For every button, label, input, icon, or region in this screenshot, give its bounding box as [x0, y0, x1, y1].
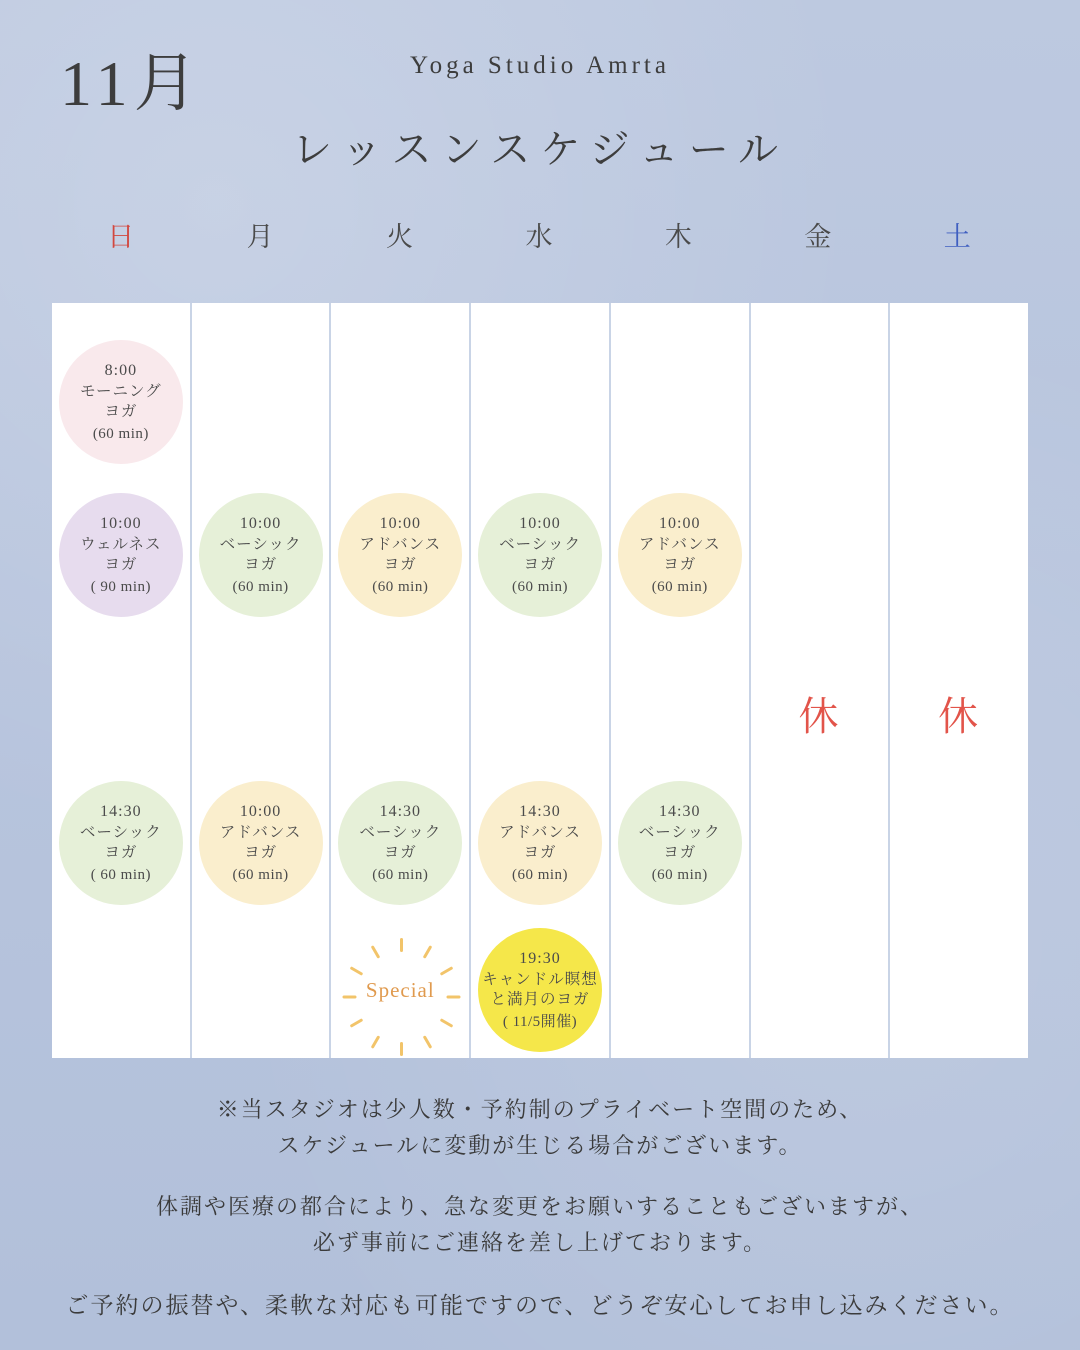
footer-notes [0, 1092, 1080, 1350]
class-name-line1: ベーシック [219, 535, 302, 553]
note-line: ※当スタジオは少人数・予約制のプライベート空間のため、 [216, 1097, 864, 1122]
day-column-土 [890, 303, 1028, 1058]
note-line: 必ず事前にご連絡を差し上げております。 [312, 1229, 768, 1255]
class-name-line1: ベーシック [359, 823, 442, 841]
class-bubble[interactable] [478, 493, 602, 617]
sparkle-icon [350, 966, 364, 976]
class-name-line2: ヨガ [523, 844, 557, 862]
special-badge [338, 928, 462, 1052]
sparkle-icon [400, 938, 403, 952]
class-time: 10:00 [379, 514, 422, 532]
sparkle-icon [350, 1018, 364, 1028]
sparkle-icon [371, 1035, 381, 1049]
closed-label: 休 [938, 694, 981, 739]
class-name-line1: ウェルネス [80, 535, 162, 553]
studio-name: Yoga Studio Amrta [410, 52, 670, 79]
class-name-line1: ベーシック [499, 535, 581, 553]
class-duration: (60 min) [372, 866, 429, 883]
class-bubble[interactable] [199, 781, 323, 905]
class-duration: (60 min) [511, 866, 569, 883]
class-bubble[interactable] [338, 781, 462, 905]
class-name-line2: ヨガ [383, 844, 417, 862]
class-duration: (60 min) [372, 578, 429, 595]
class-duration: ( 60 min) [90, 866, 152, 883]
class-bubble[interactable] [338, 493, 462, 617]
note-line: スケジュールに変動が生じる場合がございます。 [277, 1132, 803, 1158]
sparkle-icon [400, 1042, 403, 1056]
class-time: 10:00 [659, 514, 701, 532]
class-duration: (60 min) [232, 578, 289, 595]
month-label: 11月 [60, 48, 204, 119]
sparkle-icon [423, 1035, 433, 1049]
class-duration: (60 min) [511, 578, 569, 595]
weekday-label-6: 土 [943, 222, 973, 252]
class-bubble[interactable] [618, 781, 742, 905]
class-name-line2: ヨガ [104, 556, 138, 574]
class-duration: ( 11/5開催) [502, 1013, 578, 1030]
sparkle-icon [371, 945, 381, 959]
class-name-line2: ヨガ [663, 844, 697, 862]
class-name-line2: ヨガ [104, 844, 138, 862]
class-time: 10:00 [519, 514, 561, 532]
class-name-line2: ヨガ [663, 556, 697, 574]
class-time: 14:30 [379, 802, 422, 820]
class-duration: (60 min) [651, 578, 708, 595]
day-column-日 [52, 303, 192, 1058]
class-time: 19:30 [519, 949, 561, 967]
class-time: 8:00 [104, 361, 138, 379]
class-bubble[interactable] [59, 493, 183, 617]
class-name-line1: ベーシック [638, 823, 721, 841]
class-name-line1: アドバンス [638, 535, 721, 553]
class-name-line2: ヨガ [244, 844, 278, 862]
day-column-水 [471, 303, 611, 1058]
note-block [0, 1189, 1080, 1260]
class-name-line2: ヨガ [523, 556, 557, 574]
note-block [0, 1092, 1080, 1163]
class-time: 14:30 [519, 802, 561, 820]
page-title: レッスンスケジュール [292, 127, 788, 172]
day-column-金 [751, 303, 891, 1058]
sparkle-icon [447, 996, 461, 999]
class-name-line2: と満月のヨガ [490, 991, 590, 1009]
sparkle-icon [440, 1018, 454, 1028]
note-line: ご予約の振替や、柔軟な対応も可能ですので、どうぞ安心してお申し込みください。 [65, 1292, 1015, 1318]
poster-header [0, 0, 1080, 200]
day-column-木 [611, 303, 751, 1058]
weekday-label-2: 火 [386, 222, 416, 252]
sparkle-icon [343, 996, 357, 999]
sparkle-icon [423, 945, 433, 959]
closed-label: 休 [798, 694, 841, 739]
weekday-header-row [52, 215, 1028, 254]
class-bubble[interactable] [618, 493, 742, 617]
weekday-label-1: 月 [246, 222, 276, 252]
class-duration: (60 min) [651, 866, 708, 883]
class-duration: (60 min) [232, 866, 289, 883]
weekday-label-5: 金 [804, 222, 834, 252]
class-bubble[interactable] [59, 781, 183, 905]
class-time: 14:30 [659, 802, 701, 820]
weekday-label-3: 水 [525, 222, 555, 252]
class-duration: ( 90 min) [90, 578, 152, 595]
day-column-火 [331, 303, 471, 1058]
note-block [0, 1287, 1080, 1324]
class-time: 10:00 [239, 802, 282, 820]
class-duration: (60 min) [92, 425, 149, 442]
weekday-label-4: 木 [664, 222, 694, 252]
class-bubble[interactable] [59, 340, 183, 464]
class-name-line1: アドバンス [359, 535, 442, 553]
class-time: 14:30 [100, 802, 142, 820]
class-time: 10:00 [239, 514, 282, 532]
class-name-line2: ヨガ [104, 403, 138, 421]
special-label: Special [365, 977, 435, 1002]
class-name-line2: ヨガ [383, 556, 417, 574]
weekday-label-0: 日 [107, 222, 137, 252]
class-bubble[interactable] [478, 781, 602, 905]
class-time: 10:00 [100, 514, 142, 532]
class-name-line1: アドバンス [499, 823, 581, 841]
class-name-line1: ベーシック [79, 823, 162, 841]
class-name-line1: キャンドル瞑想 [482, 970, 598, 988]
sparkle-icon [440, 966, 454, 976]
class-name-line1: モーニング [80, 382, 162, 400]
class-bubble[interactable] [478, 928, 602, 1052]
class-name-line1: アドバンス [219, 823, 302, 841]
class-bubble[interactable] [199, 493, 323, 617]
schedule-grid [52, 303, 1028, 1058]
day-column-月 [192, 303, 332, 1058]
note-line: 体調や医療の都合により、急な変更をお願いすることもございますが、 [155, 1194, 924, 1220]
class-name-line2: ヨガ [244, 556, 278, 574]
